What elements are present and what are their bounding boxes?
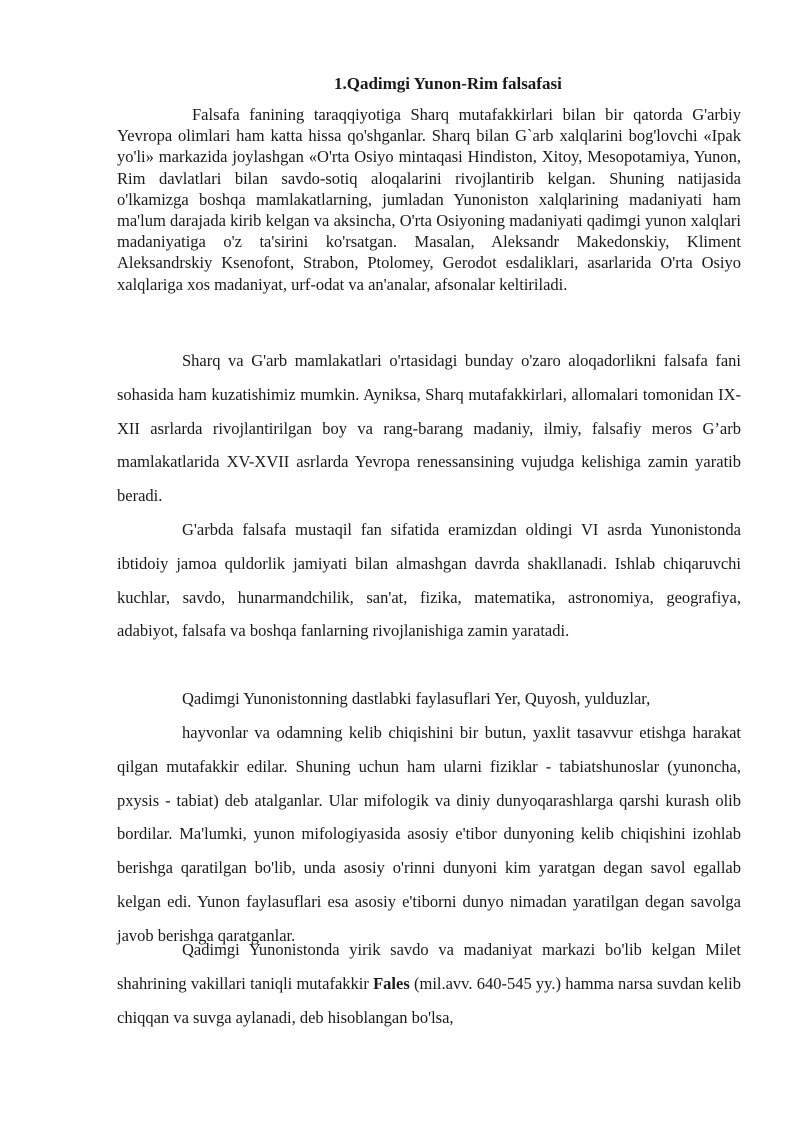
paragraph-2: Sharq va G'arb mamlakatlari o'rtasidagi bunday o'zaro aloqadorlikni falsafa fani sohasida ham kuzatishimiz mumkin. Ayniksa, Sharq mutafakkirlari, allomalari tomonidan IX-XII asrlarda rivojlantirilgan boy va rang-barang madaniy, ilmiy, falsafiy meros G’arb mamlakatlarida XV-XVII asrlarda Yevropa renessansining vujudga kelishiga zamin yaratib beradi. bbox=[117, 351, 741, 506]
paragraph-4-line-1: Qadimgi Yunonistonning dastlabki faylasuflari Yer, Quyosh, yulduzlar, bbox=[182, 689, 651, 708]
paragraph-5-text-after: (mil.avv. 640-545 yy.) hamma narsa suvdan kelib chiqqan va suvga aylanadi, deb hisoblangan bo'lsa, bbox=[117, 973, 741, 1027]
paragraph-3: G'arbda falsafa mustaqil fan sifatida eramizdan oldingi VI asrda Yunonistonda ibtidoiy jamoa quldorlik jamiyati bilan almashgan davrda shakllanadi. Ishlab chiqaruvchi kuchlar, savdo, hunarmandchilik, san'at, fizika, matematika, astronomiya, geografiya, adabiyot, falsafa va boshqa fanlarning rivojlanishiga zamin yaratadi. bbox=[117, 520, 741, 641]
paragraph-1: Falsafa fanining taraqqiyotiga Sharq mutafakkirlari bilan bir qatorda G'arbiy Yevropa olimlari ham katta hissa qo'shganlar. Sharq bilan G`arb xalqlarini bog'lovchi «Ipak yo'li» markazida joylashgan «O'rta Osiyo mintaqasi Hindiston, Xitoy, Mesopotamiya, Yunon, Rim davlatlari bilan savdo-sotiq aloqalarini rivojlantirib kelgan. Shuning natijasida o'lkamizga boshqa mamlakatlarning, jumladan Yunoniston xalqlarining madaniyati ham ma'lum darajada kirib kelgan va aksincha, O'rta Osiyoning madaniyati qadimgi yunon xalqlari madaniyatiga o'z ta'sirini ko'rsatgan. Masalan, Aleksandr Makedonskiy, Kliment Aleksandrskiy Ksenofont, Strabon, Ptolomey, Gerodot esdaliklari, asarlarida O'rta Osiyo xalqlariga xos madaniyat, urf-odat va an'analar, afsonalar keltiriladi. bbox=[117, 105, 741, 294]
paragraph-5 bbox=[117, 933, 741, 1034]
paragraph-4-continuation: hayvonlar va odamning kelib chiqishini bir butun, yaxlit tasavvur etishga harakat qilgan mutafakkir edilar. Shuning uchun ham ularni fiziklar - tabiatshunoslar (yunoncha, pxysis - tabiat) deb atalganlar. Ular mifologik va diniy dunyoqarashlarga qarshi kurash olib bordilar. Ma'lumki, yunon mifologiyasida asosiy e'tibor dunyoning kelib chiqishini izohlab berishga qaratilgan bo'lib, unda asosiy o'rinni dunyoni kim yaratgan degan savol egallab kelgan edi. Yunon faylasuflari esa asosiy e'tiborni dunyo nimadan yaratilgan degan savolga javob berishga qaratganlar. bbox=[117, 723, 741, 945]
fales-name: Fales bbox=[373, 973, 410, 993]
section-title: 1.Qadimgi Yunon-Rim falsafasi bbox=[334, 74, 562, 93]
paragraph-5-text-before: Qadimgi Yunonistonda yirik savdo va madaniyat markazi bo'lib kelgan Milet shahrining vakillari taniqli mutafakkir bbox=[117, 940, 741, 993]
